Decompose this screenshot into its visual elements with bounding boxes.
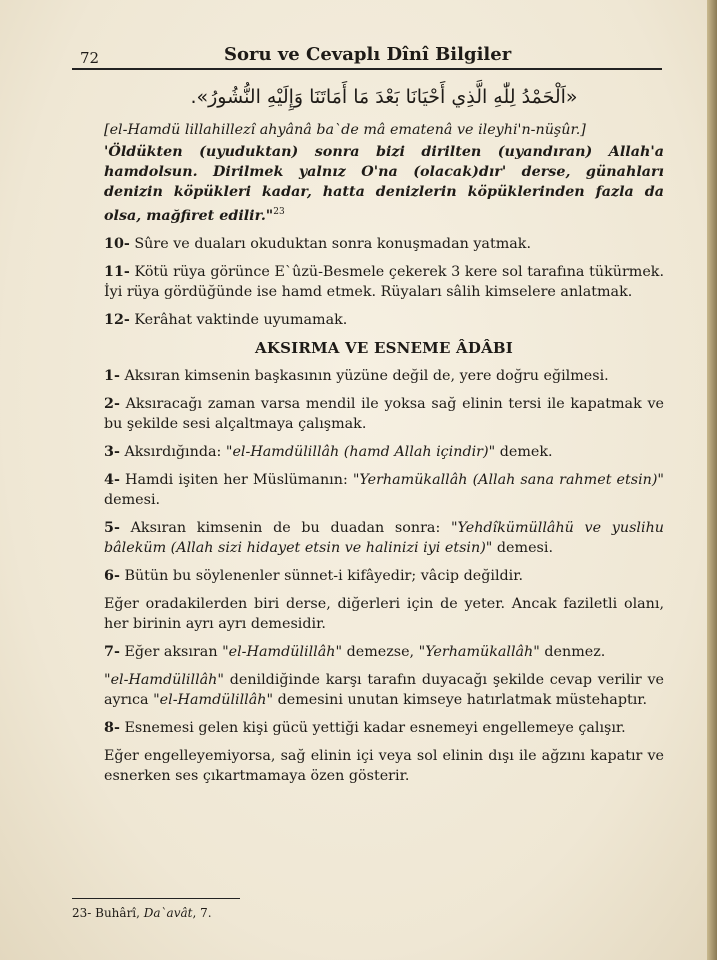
item-number: 5- <box>104 519 120 536</box>
item-quote: "el-Hamdülillâh" <box>153 691 274 708</box>
item-text: Aksıran kimsenin başkasının yüzüne değil de, yere doğru eğilmesi. <box>124 367 609 384</box>
meaning-text <box>104 142 664 226</box>
list-item <box>104 470 664 510</box>
footnote-text: 23- Buhârî, <box>72 906 144 920</box>
footnote-source: Da`avât <box>143 906 193 920</box>
item-number: 8- <box>104 719 120 736</box>
item-text-end: demek. <box>495 443 553 460</box>
paragraph <box>104 670 664 710</box>
item-text-end: demesini unutan kimseye hatırlatmak müstehaptır. <box>273 691 648 708</box>
list-item <box>104 566 664 586</box>
transliteration: [el-Hamdü lillahillezî ahyânâ ba`de mâ ematenâ ve ileyhi'n-nüşûr.] <box>104 122 586 138</box>
item-quote: "el-Hamdülillâh" <box>104 671 224 688</box>
item-number: 7- <box>104 643 120 660</box>
item-text: Eğer aksıran <box>124 643 223 660</box>
item-text-mid: denildiğinde karşı tarafın duyacağı şekilde cevap verilir ve ayrıca <box>104 671 664 708</box>
paragraph: Eğer oradakilerden biri derse, diğerleri için de yeter. Ancak faziletli olanı, her birinin ayrı ayrı demesidir. <box>104 595 664 632</box>
page-body <box>104 80 664 794</box>
item-text: Bütün bu söylenenler sünnet-i kifâyedir; vâcip değildir. <box>124 567 524 584</box>
item-number: 6- <box>104 567 120 584</box>
item-number: 2- <box>104 395 120 412</box>
list-item <box>104 366 664 386</box>
item-text: Aksıran kimsenin de bu duadan sonra: <box>130 519 451 536</box>
header-rule <box>72 68 662 70</box>
list-item <box>104 642 664 662</box>
list-item <box>104 518 664 558</box>
footnote-end: , 7. <box>192 906 212 920</box>
item-text: Aksırdığında: <box>124 443 226 460</box>
item-text: Kötü rüya görünce E`ûzü-Besmele çekerek 3 kere sol tarafına tükürmek. İyi rüya gördüğünde ise hamd etmek. Rüyaları sâlih kimselere anlatmak. <box>104 263 664 300</box>
list-item <box>104 234 664 254</box>
page-number: 72 <box>80 49 100 67</box>
item-quote: "el-Hamdülillâh (hamd Allah içindir)" <box>225 443 496 460</box>
item-number: 11- <box>104 263 130 280</box>
arabic-dua: «اَلْحَمْدُ لِلّٰهِ الَّذِي أَحْيَانَا بَعْدَ مَا أَمَاتَنَا وَإِلَيْهِ النُّشُورُ». <box>190 86 578 108</box>
list-item <box>104 310 664 330</box>
item-quote: "Yerhamükallâh (Allah sana rahmet etsin)" <box>352 471 665 488</box>
item-text: Kerâhat vaktinde uyumamak. <box>134 311 348 328</box>
page-header <box>72 44 662 70</box>
item-quote: "Yehdîkümüllâhü ve yuslihu bâleküm (Allah sizi hidayet etsin ve halinizi iyi etsin)" <box>104 519 664 556</box>
item-text-end: demesi. <box>492 539 553 556</box>
item-text-end: denmez. <box>539 643 606 660</box>
list-item <box>104 718 664 738</box>
item-number: 3- <box>104 443 120 460</box>
item-text: Esnemesi gelen kişi gücü yettiği kadar esnemeyi engellemeye çalışır. <box>124 719 626 736</box>
running-title: Soru ve Cevaplı Dînî Bilgiler <box>224 44 512 65</box>
list-item <box>104 442 664 462</box>
item-number: 1- <box>104 367 120 384</box>
item-number: 10- <box>104 235 130 252</box>
meaning-body: 'Öldükten (uyuduktan) sonra bizi dirilten (uyandıran) Allah'a hamdolsun. Dirilmek yalnız O'na (olacak)dır' derse, günahları denizin köpükleri kadar, hatta denizlerin köpüklerinden fazla da olsa, mağfiret edilir." <box>104 144 664 224</box>
item-quote: "el-Hamdülillâh" <box>222 643 343 660</box>
item-text-mid: demezse, <box>342 643 419 660</box>
paragraph: Eğer engelleyemiyorsa, sağ elinin içi veya sol elinin dışı ile ağzını kapatır ve esnerken ses çıkartmamaya özen gösterir. <box>104 747 664 784</box>
page-edge <box>707 0 717 960</box>
list-item <box>104 394 664 434</box>
footnote-rule <box>72 898 240 899</box>
list-item <box>104 262 664 302</box>
footnote-ref: 23 <box>273 207 285 217</box>
item-text: Aksıracağı zaman varsa mendil ile yoksa sağ elinin tersi ile kapatmak ve bu şekilde sesi alçaltmaya çalışmak. <box>104 395 665 432</box>
item-text: Hamdi işiten her Müslümanın: <box>124 471 353 488</box>
item-text-end: demesi. <box>104 491 161 508</box>
item-text: Sûre ve duaları okuduktan sonra konuşmadan yatmak. <box>134 235 531 252</box>
section-heading: AKSIRMA VE ESNEME ÂDÂBI <box>255 338 513 357</box>
item-number: 12- <box>104 311 130 328</box>
item-number: 4- <box>104 471 120 488</box>
footnote <box>72 906 212 920</box>
item-quote: "Yerhamükallâh" <box>418 643 540 660</box>
